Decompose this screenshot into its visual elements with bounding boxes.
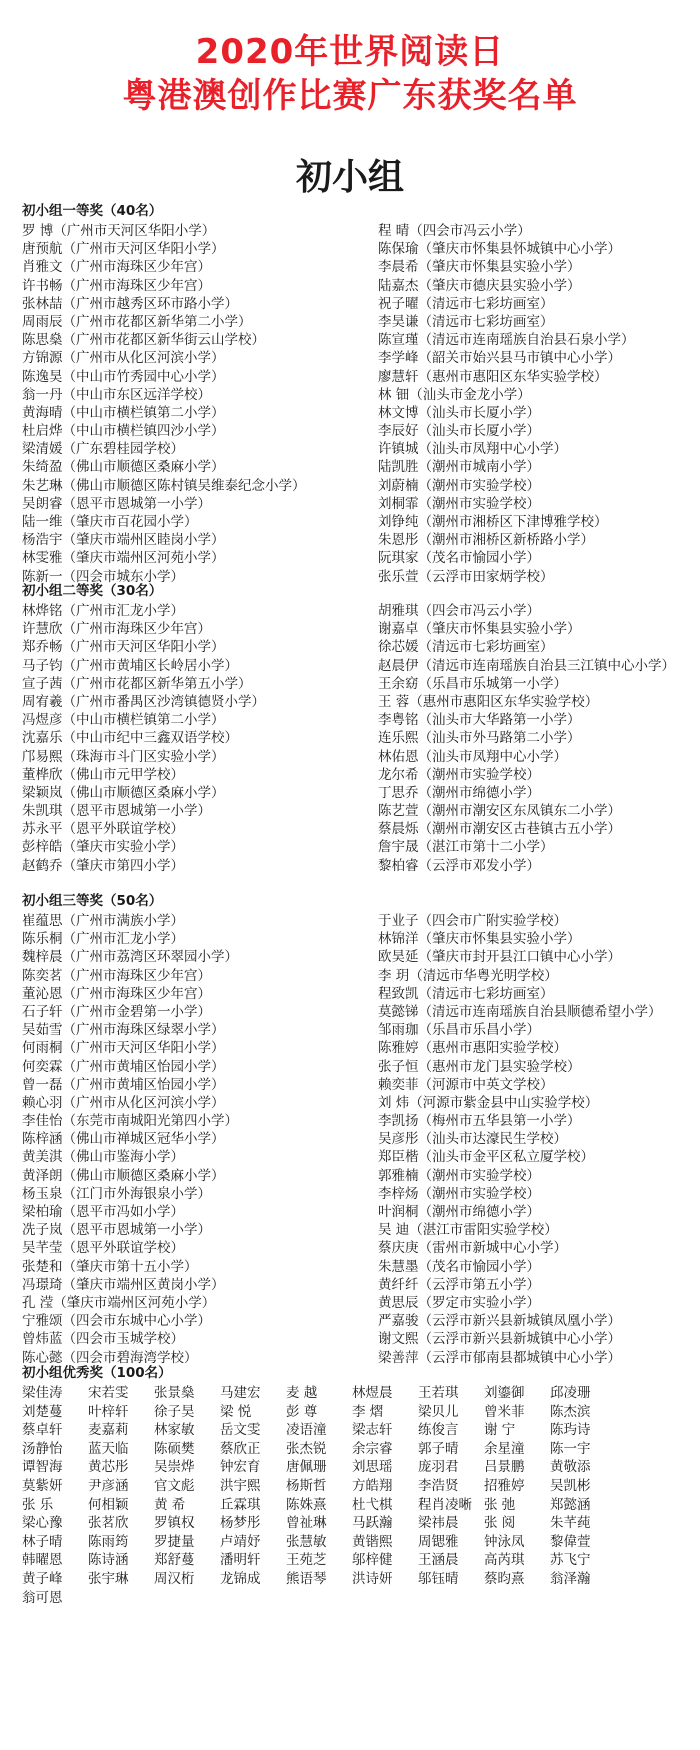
winner-entry: 赖心羽（广州市从化区河滨小学） — [22, 1094, 225, 1111]
winner-entry: 罗 博（广州市天河区华阳小学） — [22, 223, 216, 239]
winner-entry: 郑乔畅（广州市天河区华阳小学） — [22, 639, 225, 656]
winner-name: 杨斯哲 — [286, 1477, 327, 1494]
winner-name: 唐佩珊 — [286, 1459, 327, 1476]
winner-entry: 陈雅婷（惠州市惠阳实验学校） — [378, 1040, 567, 1057]
winner-entry: 蔡晨烁（潮州市潮安区古巷镇古五小学） — [378, 821, 621, 838]
winner-name: 钟宏育 — [220, 1459, 261, 1476]
winner-name: 方皓翔 — [352, 1477, 393, 1494]
winner-entry: 陈梓涵（佛山市禅城区冠华小学） — [22, 1131, 225, 1148]
winner-name: 潘明轩 — [220, 1552, 261, 1569]
winner-name: 余宗睿 — [352, 1440, 393, 1457]
winner-entry: 黄泽朗（佛山市顺德区桑麻小学） — [22, 1167, 225, 1184]
winner-name: 苏飞宁 — [550, 1552, 591, 1569]
first-prize-right-column — [378, 222, 700, 586]
second-prize-heading: 初小组二等奖（30名） — [22, 583, 163, 599]
winner-entry: 许镇城（汕头市凤翔中心小学） — [378, 441, 567, 458]
winner-entry: 程 晴（四会市冯云小学） — [378, 223, 531, 239]
winner-entry: 吴芊莹（恩平外联谊学校） — [22, 1240, 184, 1257]
winner-entry: 陆凯胜（潮州市城南小学） — [378, 459, 540, 476]
winner-name: 黄 希 — [154, 1496, 186, 1513]
winner-entry: 林 钿（汕头市金龙小学） — [378, 386, 531, 403]
winner-entry: 朱恩彤（潮州市湘桥区新桥路小学） — [378, 532, 594, 549]
winner-entry: 冯煜彦（中山市横栏镇第二小学） — [22, 712, 225, 729]
winner-name: 谭智海 — [22, 1459, 63, 1476]
winner-name: 林煜晨 — [352, 1385, 393, 1401]
third-prize-right-column — [378, 912, 700, 1367]
winner-entry: 黄思辰（罗定市实验小学） — [378, 1294, 540, 1311]
winner-name: 何相颖 — [88, 1496, 129, 1513]
winner-entry: 张子恒（惠州市龙门县实验学校） — [378, 1058, 581, 1075]
excellent-prize-heading: 初小组优秀奖（100名） — [22, 1365, 172, 1381]
first-prize-heading: 初小组一等奖（40名） — [22, 203, 163, 219]
winner-name: 张慧敏 — [286, 1533, 327, 1550]
winner-entry: 陆嘉杰（肇庆市德庆县实验小学） — [378, 277, 581, 294]
winner-entry: 黎柏睿（云浮市邓发小学） — [378, 857, 540, 874]
winner-name: 吴崇烨 — [154, 1459, 195, 1476]
winner-name: 陈诗涵 — [88, 1552, 129, 1569]
winner-entry: 陈乐桐（广州市汇龙小学） — [22, 931, 184, 948]
winner-name: 蓝天临 — [88, 1440, 129, 1457]
winner-name: 梁心豫 — [22, 1515, 63, 1532]
winner-name: 林家敏 — [154, 1422, 195, 1439]
winner-name: 徐子昊 — [154, 1403, 195, 1420]
winner-name: 岳文雯 — [220, 1422, 261, 1439]
winner-entry: 曾一磊（广州市黄埔区怡园小学） — [22, 1076, 225, 1093]
winner-entry: 胡雅琪（四会市冯云小学） — [378, 603, 540, 619]
winner-entry: 张楚和（肇庆市第十五小学） — [22, 1258, 198, 1275]
page-title-line1: 2020年世界阅读日 — [195, 32, 505, 72]
winner-name: 李 熠 — [352, 1403, 384, 1420]
winner-name: 王若琪 — [418, 1385, 459, 1401]
winner-entry: 赵鹤乔（肇庆市第四小学） — [22, 857, 184, 874]
winner-entry: 陈逸昊（中山市竹秀园中心小学） — [22, 368, 225, 385]
winner-name: 宋若雯 — [88, 1385, 129, 1401]
winner-entry: 朱艺琳（佛山市顺德区陈村镇吴维泰纪念小学） — [22, 477, 306, 494]
winner-entry: 张乐萱（云浮市田家炳学校） — [378, 568, 554, 585]
winner-name: 罗镇权 — [154, 1515, 195, 1532]
winner-entry: 陈艺萱（潮州市潮安区东凤镇东二小学） — [378, 803, 621, 820]
winner-name: 梁祎晨 — [418, 1515, 459, 1532]
winner-name: 蔡卓轩 — [22, 1422, 63, 1439]
winner-entry: 赖奕菲（河源市中英文学校） — [378, 1076, 554, 1093]
winner-entry: 谢嘉卓（肇庆市怀集县实验小学） — [378, 621, 581, 638]
winner-name: 黄敬添 — [550, 1459, 591, 1476]
winner-name: 黄子峰 — [22, 1570, 63, 1587]
winner-entry: 刘蔚楠（潮州市实验学校） — [378, 477, 540, 494]
winner-name: 曾祉琳 — [286, 1515, 327, 1532]
winner-entry: 阮琪家（茂名市愉园小学） — [378, 550, 540, 567]
winner-entry: 翁一丹（中山市东区远洋学校） — [22, 386, 211, 403]
winner-name: 凌语潼 — [286, 1422, 327, 1439]
third-prize-list — [22, 912, 680, 1367]
winner-entry: 丁思乔（潮州市绵德小学） — [378, 784, 540, 801]
winner-name: 翁可恩 — [22, 1589, 63, 1606]
winner-entry: 魏梓晨（广州市荔湾区环翠园小学） — [22, 949, 238, 966]
winner-entry: 张林喆（广州市越秀区环市路小学） — [22, 295, 238, 312]
winner-name: 刘鎏御 — [484, 1385, 525, 1401]
winner-name: 张 乐 — [22, 1496, 54, 1513]
winner-entry: 谢文熙（云浮市新兴县新城镇中心小学） — [378, 1331, 621, 1348]
winner-entry: 梁柏瑜（恩平市冯如小学） — [22, 1204, 184, 1220]
winner-entry: 郭雅楠（潮州市实验学校） — [378, 1167, 540, 1184]
winner-entry: 林锦洋（肇庆市怀集县实验小学） — [378, 931, 581, 948]
winner-entry: 石子轩（广州市金碧第一小学） — [22, 1003, 211, 1020]
winner-name: 官文彪 — [154, 1477, 195, 1494]
winner-entry: 陈思燊（广州市花都区新华街云山学校） — [22, 332, 265, 349]
winner-entry: 董桦欣（佛山市元甲学校） — [22, 766, 184, 783]
winner-entry: 沈嘉乐（中山市纪中三鑫双语学校） — [22, 730, 238, 747]
winner-name: 钟泳凤 — [484, 1533, 525, 1550]
excellent-prize-section — [22, 1362, 680, 1607]
winner-name: 汤静怡 — [22, 1440, 63, 1457]
winner-entry: 严嘉骏（云浮市新兴县新城镇凤凰小学） — [378, 1313, 621, 1330]
winner-name: 尹彦涵 — [88, 1477, 129, 1494]
winner-name: 谢 宁 — [484, 1422, 516, 1439]
winner-entry: 吴茹雪（广州市海珠区绿翠小学） — [22, 1022, 225, 1039]
winner-entry: 方锦源（广州市从化区河滨小学） — [22, 350, 225, 367]
winner-name: 蔡昀熹 — [484, 1570, 525, 1587]
winner-name: 杜弋棋 — [352, 1496, 393, 1513]
winner-name: 陈姝熹 — [286, 1496, 327, 1513]
winner-name: 林子晴 — [22, 1533, 63, 1550]
winner-name: 梁贝儿 — [418, 1403, 459, 1420]
winner-entry: 王余窈（乐昌市乐城第一小学） — [378, 675, 567, 692]
winner-entry: 彭梓皓（肇庆市实验小学） — [22, 839, 184, 856]
winner-entry: 陈宣瑾（清远市连南瑶族自治县石泉小学） — [378, 332, 635, 349]
winner-name: 刘楚蔓 — [22, 1403, 63, 1420]
winner-name: 郑懿涵 — [550, 1496, 591, 1513]
winner-entry: 宁雅颂（四会市东城中心小学） — [22, 1313, 211, 1330]
winner-entry: 龙尔希（潮州市实验学校） — [378, 766, 540, 783]
winner-entry: 黄纤纤（云浮市第五小学） — [378, 1276, 540, 1293]
winner-entry: 祝子曜（清远市七彩坊画室） — [378, 295, 554, 312]
winner-name: 刘思瑶 — [352, 1459, 393, 1476]
winner-entry: 林佑恩（汕头市凤翔中心小学） — [378, 748, 567, 765]
winner-name: 龙锦成 — [220, 1570, 261, 1587]
winner-name: 张宇琳 — [88, 1570, 129, 1587]
third-prize-heading: 初小组三等奖（50名） — [22, 893, 163, 909]
winner-entry: 李粤铭（汕头市大华路第一小学） — [378, 712, 581, 729]
winner-entry: 叶润桐（潮州市绵德小学） — [378, 1204, 540, 1220]
winner-name: 李浩贤 — [418, 1477, 459, 1494]
winner-entry: 王 蓉（惠州市惠阳区东华实验学校） — [378, 693, 599, 710]
winner-entry: 周雨辰（广州市花都区新华第二小学） — [22, 313, 252, 330]
winner-entry: 唐预航（广州市天河区华阳小学） — [22, 241, 225, 258]
winner-entry: 马子钧（广州市黄埔区长岭居小学） — [22, 657, 238, 674]
winner-name: 朱芊莼 — [550, 1515, 591, 1532]
winner-name: 黎偉萱 — [550, 1533, 591, 1550]
winner-name: 张杰锐 — [286, 1440, 327, 1457]
winner-entry: 吴朗睿（恩平市恩城第一小学） — [22, 495, 211, 512]
winner-entry: 林文博（汕头市长厦小学） — [378, 404, 540, 421]
winner-name: 叶梓轩 — [88, 1403, 129, 1420]
winner-name: 卢靖妤 — [220, 1533, 261, 1550]
winner-name: 邬钰晴 — [418, 1570, 459, 1587]
winner-entry: 董沁恩（广州市海珠区少年宫） — [22, 985, 211, 1002]
winner-entry: 陈奕茗（广州市海珠区少年宫） — [22, 967, 211, 984]
winner-name: 麦嘉莉 — [88, 1422, 129, 1439]
second-prize-section — [22, 580, 680, 875]
winner-entry: 朱凯琪（恩平市恩城第一小学） — [22, 803, 211, 820]
winner-entry: 梁颖岚（佛山市顺德区桑麻小学） — [22, 784, 225, 801]
winner-name: 庞羽君 — [418, 1459, 459, 1476]
winner-name: 陈雨筠 — [88, 1533, 129, 1550]
winner-entry: 曾炜蓝（四会市玉城学校） — [22, 1331, 184, 1348]
winner-entry: 李晨希（肇庆市怀集县实验小学） — [378, 259, 581, 276]
winner-name: 梁志轩 — [352, 1422, 393, 1439]
winner-name: 陈玙诗 — [550, 1422, 591, 1439]
winner-name: 马跃瀚 — [352, 1515, 393, 1532]
winner-name: 张茗欣 — [88, 1515, 129, 1532]
winner-entry: 刘铮纯（潮州市湘桥区下津博雅学校） — [378, 514, 608, 530]
winner-entry: 徐芯媛（清远市七彩坊画室） — [378, 639, 554, 656]
winner-entry: 何雨桐（广州市天河区华阳小学） — [22, 1040, 225, 1057]
winner-entry: 宣子茜（广州市花都区新华第五小学） — [22, 675, 252, 692]
winner-entry: 冯璟琦（肇庆市端州区黄岗小学） — [22, 1276, 225, 1293]
winner-entry: 莫懿锑（清远市连南瑶族自治县顺德希望小学） — [378, 1003, 662, 1020]
winner-name: 周锶雅 — [418, 1533, 459, 1550]
winner-entry: 程致凯（清远市七彩坊画室） — [378, 985, 554, 1002]
winner-entry: 詹宇晟（湛江市第十二小学） — [378, 839, 554, 856]
winner-entry: 冼子岚（恩平市恩城第一小学） — [22, 1222, 211, 1239]
excellent-prize-grid — [22, 1384, 680, 1607]
winner-entry: 李辰好（汕头市长厦小学） — [378, 423, 540, 440]
winner-name: 洪宇熙 — [220, 1477, 261, 1494]
winner-entry: 李昊谦（清远市七彩坊画室） — [378, 313, 554, 330]
winner-entry: 刘桐霏（潮州市实验学校） — [378, 495, 540, 512]
winner-entry: 李梓炀（潮州市实验学校） — [378, 1185, 540, 1202]
winner-entry: 苏永平（恩平外联谊学校） — [22, 821, 184, 838]
winner-entry: 朱慧墨（茂名市愉园小学） — [378, 1258, 540, 1275]
winner-entry: 李凯扬（梅州市五华县第一小学） — [378, 1113, 581, 1130]
winner-name: 韩曜恩 — [22, 1552, 63, 1569]
second-prize-list — [22, 602, 680, 875]
winner-name: 张 弛 — [484, 1496, 516, 1513]
winner-name: 余星潼 — [484, 1440, 525, 1457]
winner-entry: 陈新一（四会市城东小学） — [22, 568, 184, 585]
winner-name: 曾米菲 — [484, 1403, 525, 1420]
winner-entry: 陈保瑜（肇庆市怀集县怀城镇中心小学） — [378, 241, 621, 258]
winner-entry: 李佳怡（东莞市南城阳光第四小学） — [22, 1113, 238, 1130]
winner-name: 吴凯彬 — [550, 1477, 591, 1494]
winner-name: 邬梓健 — [352, 1552, 393, 1569]
winner-name: 高芮琪 — [484, 1552, 525, 1569]
winner-name: 莫紫妍 — [22, 1477, 63, 1494]
winner-entry: 邹雨珈（乐昌市乐昌小学） — [378, 1022, 540, 1039]
winner-entry: 何奕霖（广州市黄埔区怡园小学） — [22, 1058, 225, 1075]
winner-name: 陈硕樊 — [154, 1440, 195, 1457]
winner-entry: 杜启烨（中山市横栏镇四沙小学） — [22, 423, 225, 440]
winner-entry: 欧昊延（肇庆市封开县江口镇中心小学） — [378, 949, 621, 966]
winner-entry: 刘 炜（河源市紫金县中山实验学校） — [378, 1094, 599, 1111]
third-prize-left-column — [22, 912, 352, 1367]
winner-name: 王苑芝 — [286, 1552, 327, 1569]
winner-name: 吕景鹏 — [484, 1459, 525, 1476]
winner-entry: 林烨铭（广州市汇龙小学） — [22, 603, 184, 619]
winner-name: 麦 越 — [286, 1385, 318, 1401]
winner-name: 程肖凌晰 — [418, 1496, 472, 1513]
second-prize-right-column — [378, 602, 700, 875]
winner-entry: 孔 滢（肇庆市端州区河苑小学） — [22, 1294, 216, 1311]
page-title-line2: 粤港澳创作比赛广东获奖名单 — [122, 76, 578, 116]
winner-name: 郭子晴 — [418, 1440, 459, 1457]
winner-entry: 朱绮盈（佛山市顺德区桑麻小学） — [22, 459, 225, 476]
winner-entry: 林雯雅（肇庆市端州区河苑小学） — [22, 550, 225, 567]
winner-entry: 吴彦彤（汕头市达濠民生学校） — [378, 1131, 567, 1148]
first-prize-list — [22, 222, 680, 586]
first-prize-section — [22, 200, 680, 586]
winner-name: 蔡欣正 — [220, 1440, 261, 1457]
winner-name: 招雅婷 — [484, 1477, 525, 1494]
second-prize-left-column — [22, 602, 352, 875]
winner-name: 陈一宇 — [550, 1440, 591, 1457]
winner-name: 黄锴熙 — [352, 1533, 393, 1550]
winner-name: 翁泽瀚 — [550, 1570, 591, 1587]
winner-entry: 陈心懿（四会市碧海湾学校） — [22, 1349, 198, 1366]
winner-entry: 郑臣楷（汕头市金平区私立厦学校） — [378, 1149, 594, 1166]
winner-name: 练俊言 — [418, 1422, 459, 1439]
winner-name: 周汉桁 — [154, 1570, 195, 1587]
winner-name: 陈杰滨 — [550, 1403, 591, 1420]
winner-entry: 许慧欣（广州市海珠区少年宫） — [22, 621, 211, 638]
winner-name: 张景燊 — [154, 1385, 195, 1401]
winner-name: 黄芯彤 — [88, 1459, 129, 1476]
winner-entry: 肖雅文（广州市海珠区少年宫） — [22, 259, 211, 276]
winner-entry: 吴 迪（湛江市雷阳实验学校） — [378, 1222, 558, 1239]
winner-entry: 邝易熙（珠海市斗门区实验小学） — [22, 748, 225, 765]
winner-name: 洪诗妍 — [352, 1570, 393, 1587]
winner-entry: 陆一维（肇庆市百花园小学） — [22, 514, 198, 530]
winner-name: 丘霖琪 — [220, 1496, 261, 1513]
winner-entry: 李学峰（韶关市始兴县马市镇中心小学） — [378, 350, 621, 367]
winner-entry: 赵晨伊（清远市连南瑶族自治县三江镇中心小学） — [378, 657, 675, 674]
winner-entry: 黄海晴（中山市横栏镇第二小学） — [22, 404, 225, 421]
winner-name: 熊语琴 — [286, 1570, 327, 1587]
winner-entry: 于业子（四会市广附实验学校） — [378, 913, 567, 929]
winner-entry: 黄美淇（佛山市鉴海小学） — [22, 1149, 184, 1166]
winner-name: 邱凌珊 — [550, 1385, 591, 1401]
winner-name: 梁 悦 — [220, 1403, 252, 1420]
first-prize-left-column — [22, 222, 352, 586]
winner-name: 郑舒蔓 — [154, 1552, 195, 1569]
winner-entry: 杨浩宇（肇庆市端州区睦岗小学） — [22, 532, 225, 549]
winner-name: 马建宏 — [220, 1385, 261, 1401]
winner-entry: 梁清媛（广东碧桂园学校） — [22, 441, 184, 458]
winner-name: 王涵晨 — [418, 1552, 459, 1569]
winner-entry: 蔡庆庚（雷州市新城中心小学） — [378, 1240, 567, 1257]
winner-name: 梁佳涛 — [22, 1385, 63, 1401]
winner-entry: 崔蕴思（广州市满族小学） — [22, 913, 184, 929]
winner-entry: 廖慧轩（惠州市惠阳区东华实验学校） — [378, 368, 608, 385]
winner-name: 杨梦彤 — [220, 1515, 261, 1532]
winner-name: 罗捷量 — [154, 1533, 195, 1550]
winner-entry: 连乐熙（汕头市外马路第二小学） — [378, 730, 581, 747]
third-prize-section — [22, 890, 680, 1367]
winner-name: 彭 尊 — [286, 1403, 318, 1420]
winner-entry: 梁善萍（云浮市郁南县都城镇中心小学） — [378, 1349, 621, 1366]
winner-entry: 杨玉泉（江门市外海银泉小学） — [22, 1185, 211, 1202]
winner-name: 张 阅 — [484, 1515, 516, 1532]
winner-entry: 周宥羲（广州市番禺区沙湾镇德贤小学） — [22, 693, 265, 710]
winner-entry: 许书畅（广州市海珠区少年宫） — [22, 277, 211, 294]
winner-entry: 李 玥（清远市华粤光明学校） — [378, 967, 558, 984]
group-title: 初小组 — [295, 156, 404, 198]
